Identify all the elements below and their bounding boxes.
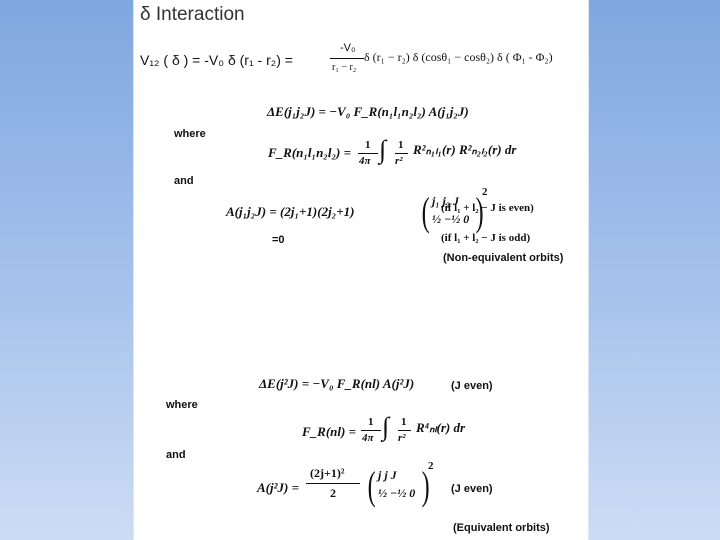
equiv-matrix-exp: 2 (428, 460, 434, 472)
nonequiv-cond-odd: (if l₁ + l₂ − J is odd) (441, 232, 531, 244)
nonequiv-fr-frac-num: 1 (365, 139, 371, 151)
equiv-fr-integral: ∫ (382, 412, 390, 441)
nonequiv-and: and (174, 175, 194, 187)
v12-frac-den: r₁ − r₂ (332, 62, 357, 73)
nonequiv-zero: =0 (272, 234, 285, 246)
equiv-energy-eq: ΔE(j²J) = −V₀ F_R(nl) A(j²J) (259, 376, 415, 391)
nonequiv-a-lhs: A(j₁j₂J) = (2j₁+1)(2j₂+1) (226, 204, 355, 219)
equiv-matrix-left-paren: ( (367, 463, 376, 508)
v12-frac-num: -V₀ (340, 42, 356, 54)
equiv-a-frac-bar (306, 483, 360, 484)
equiv-and: and (166, 449, 186, 461)
equiv-fr-frac-den: 4π (362, 432, 374, 444)
nonequiv-fr-r-num: 1 (398, 139, 404, 151)
equiv-fr-lhs: F_R(nl) = (302, 424, 356, 439)
nonequiv-fr-lhs: F_R(n₁l₁n₂l₂) = (268, 145, 351, 160)
equiv-a-frac-num: (2j+1)² (310, 466, 345, 480)
nonequiv-fr-r-den: r² (395, 155, 403, 167)
slide (133, 0, 589, 540)
equiv-fr-frac-bar (361, 430, 381, 431)
nonequiv-fr-integral: ∫ (379, 135, 387, 164)
nonequiv-energy-eq: ΔE(j₁j₂J) = −V₀ F_R(n₁l₁n₂l₂) A(j₁j₂J) (267, 104, 469, 119)
equiv-fr-r-num: 1 (401, 416, 407, 428)
v12-rhs: δ (r₁ − r₂) δ (cosθ₁ − cosθ₂) δ ( Φ₁ - Φ₂) (364, 50, 553, 64)
nonequiv-fr-frac-bar (358, 153, 378, 154)
nonequiv-matrix-left-paren: ( (421, 189, 430, 234)
equiv-matrix-right-paren: ) (421, 463, 430, 508)
equiv-fr-frac-num: 1 (368, 416, 374, 428)
equiv-fr-r-den: r² (398, 432, 406, 444)
equiv-a-lhs: A(j²J) = (257, 480, 299, 495)
v12-lhs: V₁₂ ( δ ) = -V₀ δ (r₁ - r₂) = (140, 52, 293, 68)
equiv-j-even-1: (J even) (451, 380, 493, 392)
nonequiv-matrix-row1: j₁ j₂ J (432, 194, 460, 208)
equiv-matrix-row1: j j J (378, 468, 397, 482)
equiv-where: where (166, 399, 198, 411)
nonequiv-where: where (174, 128, 206, 140)
equiv-matrix-row2: ½ −½ 0 (378, 486, 416, 500)
nonequiv-fr-integrand: R²ₙ₁ₗ₁(r) R²ₙ₂ₗ₂(r) dr (413, 142, 517, 157)
equiv-a-frac-den: 2 (330, 486, 336, 500)
equiv-fr-r-bar (398, 430, 411, 431)
equiv-j-even-2: (J even) (451, 483, 493, 495)
nonequiv-fr-frac-den: 4π (359, 155, 371, 167)
nonequiv-fr-r-bar (395, 153, 408, 154)
nonequiv-matrix-row2: ½ −½ 0 (432, 212, 470, 226)
nonequiv-matrix-right-paren: ) (475, 189, 484, 234)
nonequiv-cond-even: (if l₁ + l₂ − J is even) (441, 202, 534, 214)
nonequiv-note: (Non-equivalent orbits) (443, 252, 564, 264)
nonequiv-matrix-exp: 2 (482, 186, 488, 198)
slide-title: δ Interaction (140, 4, 245, 25)
equiv-note: (Equivalent orbits) (453, 522, 550, 534)
v12-frac-bar (330, 58, 364, 59)
equiv-fr-integrand: R⁴ₙₗ(r) dr (416, 420, 466, 435)
